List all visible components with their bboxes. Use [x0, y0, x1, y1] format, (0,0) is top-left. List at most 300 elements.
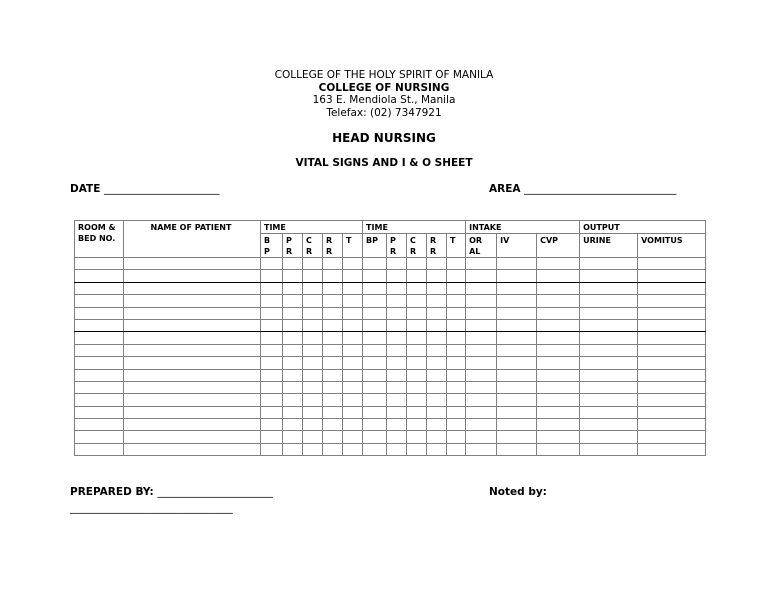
- entry-cell[interactable]: [638, 443, 706, 455]
- entry-cell[interactable]: [427, 443, 447, 455]
- entry-cell[interactable]: [407, 258, 427, 270]
- entry-cell[interactable]: [407, 270, 427, 282]
- entry-cell[interactable]: [407, 344, 427, 356]
- entry-cell[interactable]: [407, 419, 427, 431]
- entry-cell[interactable]: [323, 381, 343, 393]
- entry-cell[interactable]: [75, 332, 124, 344]
- entry-cell[interactable]: [447, 419, 466, 431]
- entry-cell[interactable]: [261, 369, 283, 381]
- entry-cell[interactable]: [427, 369, 447, 381]
- entry-cell[interactable]: [75, 307, 124, 319]
- entry-cell[interactable]: [283, 258, 303, 270]
- entry-cell[interactable]: [466, 295, 497, 307]
- entry-cell[interactable]: [283, 369, 303, 381]
- entry-cell[interactable]: [303, 258, 323, 270]
- entry-cell[interactable]: [363, 332, 387, 344]
- entry-cell[interactable]: [323, 357, 343, 369]
- entry-cell[interactable]: [580, 357, 638, 369]
- entry-cell[interactable]: [580, 369, 638, 381]
- entry-cell[interactable]: [283, 406, 303, 418]
- entry-cell[interactable]: [447, 307, 466, 319]
- entry-cell[interactable]: [343, 295, 363, 307]
- entry-cell[interactable]: [363, 344, 387, 356]
- entry-cell[interactable]: [303, 357, 323, 369]
- bp-header: BP: [363, 234, 387, 258]
- entry-cell[interactable]: [407, 394, 427, 406]
- entry-cell[interactable]: [343, 369, 363, 381]
- entry-cell[interactable]: [283, 307, 303, 319]
- date-field[interactable]: [70, 183, 220, 195]
- entry-cell[interactable]: [283, 419, 303, 431]
- entry-cell[interactable]: [387, 270, 407, 282]
- entry-cell[interactable]: [638, 270, 706, 282]
- entry-cell[interactable]: [261, 282, 283, 294]
- entry-cell[interactable]: [75, 357, 124, 369]
- noted-by-label: Noted by:: [489, 486, 547, 498]
- entry-cell[interactable]: [363, 419, 387, 431]
- entry-cell[interactable]: [283, 344, 303, 356]
- entry-cell[interactable]: [261, 431, 283, 443]
- entry-cell[interactable]: [283, 443, 303, 455]
- pr-header: PR: [387, 234, 407, 258]
- entry-cell[interactable]: [303, 406, 323, 418]
- entry-cell[interactable]: [638, 406, 706, 418]
- entry-cell[interactable]: [124, 319, 261, 331]
- entry-cell[interactable]: [427, 357, 447, 369]
- entry-cell[interactable]: [283, 357, 303, 369]
- entry-cell[interactable]: [75, 295, 124, 307]
- entry-cell[interactable]: [447, 295, 466, 307]
- entry-cell[interactable]: [261, 381, 283, 393]
- entry-cell[interactable]: [638, 295, 706, 307]
- entry-cell[interactable]: [323, 282, 343, 294]
- entry-cell[interactable]: [580, 394, 638, 406]
- entry-cell[interactable]: [466, 258, 497, 270]
- table-row: [75, 406, 706, 418]
- entry-cell[interactable]: [537, 307, 580, 319]
- entry-cell[interactable]: [363, 369, 387, 381]
- entry-cell[interactable]: [447, 344, 466, 356]
- entry-cell[interactable]: [580, 319, 638, 331]
- entry-cell[interactable]: [638, 344, 706, 356]
- entry-cell[interactable]: [407, 332, 427, 344]
- entry-cell[interactable]: [497, 357, 537, 369]
- entry-cell[interactable]: [124, 419, 261, 431]
- entry-cell[interactable]: [303, 344, 323, 356]
- entry-cell[interactable]: [261, 357, 283, 369]
- entry-cell[interactable]: [343, 357, 363, 369]
- entry-cell[interactable]: [75, 406, 124, 418]
- entry-cell[interactable]: [427, 381, 447, 393]
- entry-cell[interactable]: [261, 258, 283, 270]
- temp-header: T: [343, 234, 363, 258]
- entry-cell[interactable]: [387, 295, 407, 307]
- entry-cell[interactable]: [323, 258, 343, 270]
- entry-cell[interactable]: [363, 394, 387, 406]
- entry-cell[interactable]: [447, 394, 466, 406]
- entry-cell[interactable]: [363, 282, 387, 294]
- entry-cell[interactable]: [303, 369, 323, 381]
- entry-cell[interactable]: [261, 344, 283, 356]
- entry-cell[interactable]: [537, 258, 580, 270]
- table-row: [75, 319, 706, 331]
- entry-cell[interactable]: [497, 319, 537, 331]
- entry-cell[interactable]: [447, 258, 466, 270]
- entry-cell[interactable]: [638, 381, 706, 393]
- entry-cell[interactable]: [580, 258, 638, 270]
- entry-cell[interactable]: [387, 319, 407, 331]
- entry-cell[interactable]: [427, 406, 447, 418]
- entry-cell[interactable]: [303, 443, 323, 455]
- entry-cell[interactable]: [283, 282, 303, 294]
- area-line: _____________________________: [524, 183, 677, 195]
- entry-cell[interactable]: [124, 295, 261, 307]
- entry-cell[interactable]: [363, 270, 387, 282]
- entry-cell[interactable]: [343, 332, 363, 344]
- entry-cell[interactable]: [387, 394, 407, 406]
- entry-cell[interactable]: [75, 369, 124, 381]
- entry-cell[interactable]: [303, 332, 323, 344]
- entry-cell[interactable]: [387, 406, 407, 418]
- entry-cell[interactable]: [343, 270, 363, 282]
- entry-cell[interactable]: [261, 419, 283, 431]
- entry-cell[interactable]: [323, 319, 343, 331]
- entry-cell[interactable]: [407, 295, 427, 307]
- entry-cell[interactable]: [537, 419, 580, 431]
- entry-cell[interactable]: [124, 344, 261, 356]
- entry-cell[interactable]: [323, 369, 343, 381]
- entry-cell[interactable]: [343, 406, 363, 418]
- entry-cell[interactable]: [283, 431, 303, 443]
- entry-cell[interactable]: [124, 357, 261, 369]
- area-field[interactable]: [489, 183, 676, 195]
- entry-cell[interactable]: [124, 443, 261, 455]
- entry-cell[interactable]: [537, 443, 580, 455]
- entry-cell[interactable]: [537, 381, 580, 393]
- entry-cell[interactable]: [447, 357, 466, 369]
- entry-cell[interactable]: [407, 381, 427, 393]
- entry-cell[interactable]: [363, 381, 387, 393]
- entry-cell[interactable]: [466, 369, 497, 381]
- entry-cell[interactable]: [427, 258, 447, 270]
- entry-cell[interactable]: [75, 270, 124, 282]
- entry-cell[interactable]: [580, 431, 638, 443]
- entry-cell[interactable]: [124, 307, 261, 319]
- entry-cell[interactable]: [124, 394, 261, 406]
- entry-cell[interactable]: [387, 443, 407, 455]
- entry-cell[interactable]: [466, 307, 497, 319]
- entry-cell[interactable]: [261, 332, 283, 344]
- entry-cell[interactable]: [497, 307, 537, 319]
- entry-cell[interactable]: [407, 369, 427, 381]
- entry-cell[interactable]: [497, 419, 537, 431]
- entry-cell[interactable]: [497, 406, 537, 418]
- entry-cell[interactable]: [537, 406, 580, 418]
- entry-cell[interactable]: [638, 419, 706, 431]
- entry-cell[interactable]: [124, 332, 261, 344]
- entry-cell[interactable]: [407, 307, 427, 319]
- entry-cell[interactable]: [497, 258, 537, 270]
- entry-cell[interactable]: [303, 394, 323, 406]
- entry-cell[interactable]: [427, 282, 447, 294]
- entry-cell[interactable]: [323, 307, 343, 319]
- entry-cell[interactable]: [343, 419, 363, 431]
- entry-cell[interactable]: [303, 282, 323, 294]
- entry-cell[interactable]: [323, 419, 343, 431]
- entry-cell[interactable]: [580, 270, 638, 282]
- entry-cell[interactable]: [261, 319, 283, 331]
- entry-cell[interactable]: [343, 319, 363, 331]
- entry-cell[interactable]: [466, 406, 497, 418]
- entry-cell[interactable]: [447, 332, 466, 344]
- entry-cell[interactable]: [343, 307, 363, 319]
- entry-cell[interactable]: [283, 394, 303, 406]
- entry-cell[interactable]: [124, 258, 261, 270]
- entry-cell[interactable]: [466, 419, 497, 431]
- entry-cell[interactable]: [427, 295, 447, 307]
- entry-cell[interactable]: [580, 344, 638, 356]
- entry-cell[interactable]: [427, 332, 447, 344]
- entry-cell[interactable]: [124, 369, 261, 381]
- table-row: [75, 295, 706, 307]
- entry-cell[interactable]: [497, 381, 537, 393]
- table-row: [75, 282, 706, 294]
- entry-cell[interactable]: [580, 282, 638, 294]
- entry-cell[interactable]: [580, 295, 638, 307]
- entry-cell[interactable]: [323, 332, 343, 344]
- entry-cell[interactable]: [427, 319, 447, 331]
- entry-cell[interactable]: [537, 369, 580, 381]
- entry-cell[interactable]: [363, 431, 387, 443]
- entry-cell[interactable]: [638, 332, 706, 344]
- entry-cell[interactable]: [447, 443, 466, 455]
- entry-cell[interactable]: [261, 270, 283, 282]
- entry-cell[interactable]: [75, 319, 124, 331]
- iv-header: IV: [497, 234, 537, 258]
- entry-cell[interactable]: [580, 307, 638, 319]
- entry-cell[interactable]: [343, 258, 363, 270]
- entry-cell[interactable]: [363, 295, 387, 307]
- entry-cell[interactable]: [283, 319, 303, 331]
- entry-cell[interactable]: [343, 443, 363, 455]
- entry-cell[interactable]: [303, 295, 323, 307]
- entry-cell[interactable]: [387, 369, 407, 381]
- entry-cell[interactable]: [387, 282, 407, 294]
- entry-cell[interactable]: [466, 381, 497, 393]
- entry-cell[interactable]: [343, 282, 363, 294]
- entry-cell[interactable]: [75, 419, 124, 431]
- entry-cell[interactable]: [537, 319, 580, 331]
- entry-cell[interactable]: [537, 270, 580, 282]
- department-name: COLLEGE OF NURSING: [318, 81, 450, 94]
- entry-cell[interactable]: [343, 394, 363, 406]
- entry-cell[interactable]: [124, 381, 261, 393]
- entry-cell[interactable]: [407, 443, 427, 455]
- entry-cell[interactable]: [363, 258, 387, 270]
- table-row: [75, 419, 706, 431]
- entry-cell[interactable]: [303, 431, 323, 443]
- entry-cell[interactable]: [638, 357, 706, 369]
- entry-cell[interactable]: [261, 295, 283, 307]
- entry-cell[interactable]: [497, 443, 537, 455]
- entry-cell[interactable]: [283, 295, 303, 307]
- entry-cell[interactable]: [261, 406, 283, 418]
- entry-cell[interactable]: [75, 344, 124, 356]
- entry-cell[interactable]: [407, 357, 427, 369]
- entry-cell[interactable]: [638, 394, 706, 406]
- entry-cell[interactable]: [283, 270, 303, 282]
- entry-cell[interactable]: [638, 258, 706, 270]
- entry-cell[interactable]: [537, 394, 580, 406]
- entry-cell[interactable]: [323, 295, 343, 307]
- entry-cell[interactable]: [466, 357, 497, 369]
- entry-cell[interactable]: [124, 406, 261, 418]
- entry-cell[interactable]: [638, 431, 706, 443]
- entry-cell[interactable]: [261, 307, 283, 319]
- entry-cell[interactable]: [407, 319, 427, 331]
- entry-cell[interactable]: [343, 344, 363, 356]
- entry-cell[interactable]: [447, 431, 466, 443]
- entry-cell[interactable]: [124, 282, 261, 294]
- entry-cell[interactable]: [303, 319, 323, 331]
- entry-cell[interactable]: [387, 431, 407, 443]
- entry-cell[interactable]: [537, 295, 580, 307]
- entry-cell[interactable]: [497, 295, 537, 307]
- entry-cell[interactable]: [427, 344, 447, 356]
- entry-cell[interactable]: [447, 319, 466, 331]
- entry-cell[interactable]: [638, 369, 706, 381]
- signature-line[interactable]: _______________________________: [70, 502, 233, 514]
- entry-cell[interactable]: [75, 394, 124, 406]
- entry-cell[interactable]: [537, 357, 580, 369]
- entry-cell[interactable]: [638, 282, 706, 294]
- entry-cell[interactable]: [427, 307, 447, 319]
- entry-cell[interactable]: [466, 270, 497, 282]
- entry-cell[interactable]: [537, 344, 580, 356]
- table-row: [75, 344, 706, 356]
- entry-cell[interactable]: [283, 332, 303, 344]
- entry-cell[interactable]: [497, 332, 537, 344]
- entry-cell[interactable]: [303, 307, 323, 319]
- entry-cell[interactable]: [447, 369, 466, 381]
- entry-cell[interactable]: [124, 431, 261, 443]
- entry-cell[interactable]: [580, 381, 638, 393]
- cr-header: CR: [303, 234, 323, 258]
- entry-cell[interactable]: [75, 282, 124, 294]
- entry-cell[interactable]: [580, 332, 638, 344]
- entry-cell[interactable]: [466, 394, 497, 406]
- urine-header: URINE: [580, 234, 638, 258]
- entry-cell[interactable]: [427, 419, 447, 431]
- entry-cell[interactable]: [537, 431, 580, 443]
- entry-cell[interactable]: [363, 307, 387, 319]
- entry-cell[interactable]: [447, 406, 466, 418]
- entry-cell[interactable]: [387, 332, 407, 344]
- entry-cell[interactable]: [497, 394, 537, 406]
- entry-cell[interactable]: [363, 319, 387, 331]
- entry-cell[interactable]: [537, 282, 580, 294]
- entry-cell[interactable]: [638, 319, 706, 331]
- entry-cell[interactable]: [537, 332, 580, 344]
- temp-header: T: [447, 234, 466, 258]
- entry-cell[interactable]: [427, 431, 447, 443]
- entry-cell[interactable]: [497, 344, 537, 356]
- entry-cell[interactable]: [407, 282, 427, 294]
- rr-header: RR: [427, 234, 447, 258]
- entry-cell[interactable]: [466, 431, 497, 443]
- entry-cell[interactable]: [323, 270, 343, 282]
- entry-cell[interactable]: [387, 381, 407, 393]
- entry-cell[interactable]: [323, 406, 343, 418]
- entry-cell[interactable]: [466, 332, 497, 344]
- entry-cell[interactable]: [387, 307, 407, 319]
- entry-cell[interactable]: [580, 419, 638, 431]
- entry-cell[interactable]: [466, 319, 497, 331]
- entry-cell[interactable]: [343, 381, 363, 393]
- telefax: Telefax: (02) 7347921: [326, 106, 442, 119]
- entry-cell[interactable]: [363, 406, 387, 418]
- entry-cell[interactable]: [497, 282, 537, 294]
- entry-cell[interactable]: [580, 443, 638, 455]
- entry-cell[interactable]: [75, 443, 124, 455]
- time-header-1: TIME: [261, 221, 363, 234]
- entry-cell[interactable]: [497, 431, 537, 443]
- prepared-by-field[interactable]: [70, 486, 273, 498]
- entry-cell[interactable]: [638, 307, 706, 319]
- entry-cell[interactable]: [447, 381, 466, 393]
- entry-cell[interactable]: [497, 369, 537, 381]
- entry-cell[interactable]: [387, 357, 407, 369]
- entry-cell[interactable]: [387, 258, 407, 270]
- oral-header: ORAL: [466, 234, 497, 258]
- entry-cell[interactable]: [323, 443, 343, 455]
- entry-cell[interactable]: [323, 431, 343, 443]
- entry-cell[interactable]: [387, 344, 407, 356]
- entry-cell[interactable]: [363, 357, 387, 369]
- entry-cell[interactable]: [75, 381, 124, 393]
- entry-cell[interactable]: [427, 394, 447, 406]
- entry-cell[interactable]: [283, 381, 303, 393]
- entry-cell[interactable]: [303, 419, 323, 431]
- entry-cell[interactable]: [323, 344, 343, 356]
- entry-cell[interactable]: [75, 431, 124, 443]
- table-row: [75, 381, 706, 393]
- entry-cell[interactable]: [466, 282, 497, 294]
- entry-cell[interactable]: [447, 270, 466, 282]
- entry-cell[interactable]: [303, 270, 323, 282]
- entry-cell[interactable]: [343, 431, 363, 443]
- entry-cell[interactable]: [261, 443, 283, 455]
- entry-cell[interactable]: [447, 282, 466, 294]
- vital-signs-table: [74, 220, 706, 456]
- entry-cell[interactable]: [497, 270, 537, 282]
- entry-cell[interactable]: [261, 394, 283, 406]
- entry-cell[interactable]: [407, 406, 427, 418]
- patient-name-header: NAME OF PATIENT: [124, 221, 261, 258]
- entry-cell[interactable]: [75, 258, 124, 270]
- entry-cell[interactable]: [407, 431, 427, 443]
- entry-cell[interactable]: [466, 443, 497, 455]
- entry-cell[interactable]: [323, 394, 343, 406]
- entry-cell[interactable]: [427, 270, 447, 282]
- entry-cell[interactable]: [387, 419, 407, 431]
- entry-cell[interactable]: [124, 270, 261, 282]
- entry-cell[interactable]: [580, 406, 638, 418]
- entry-cell[interactable]: [303, 381, 323, 393]
- entry-cell[interactable]: [363, 443, 387, 455]
- entry-cell[interactable]: [466, 344, 497, 356]
- table-row: [75, 369, 706, 381]
